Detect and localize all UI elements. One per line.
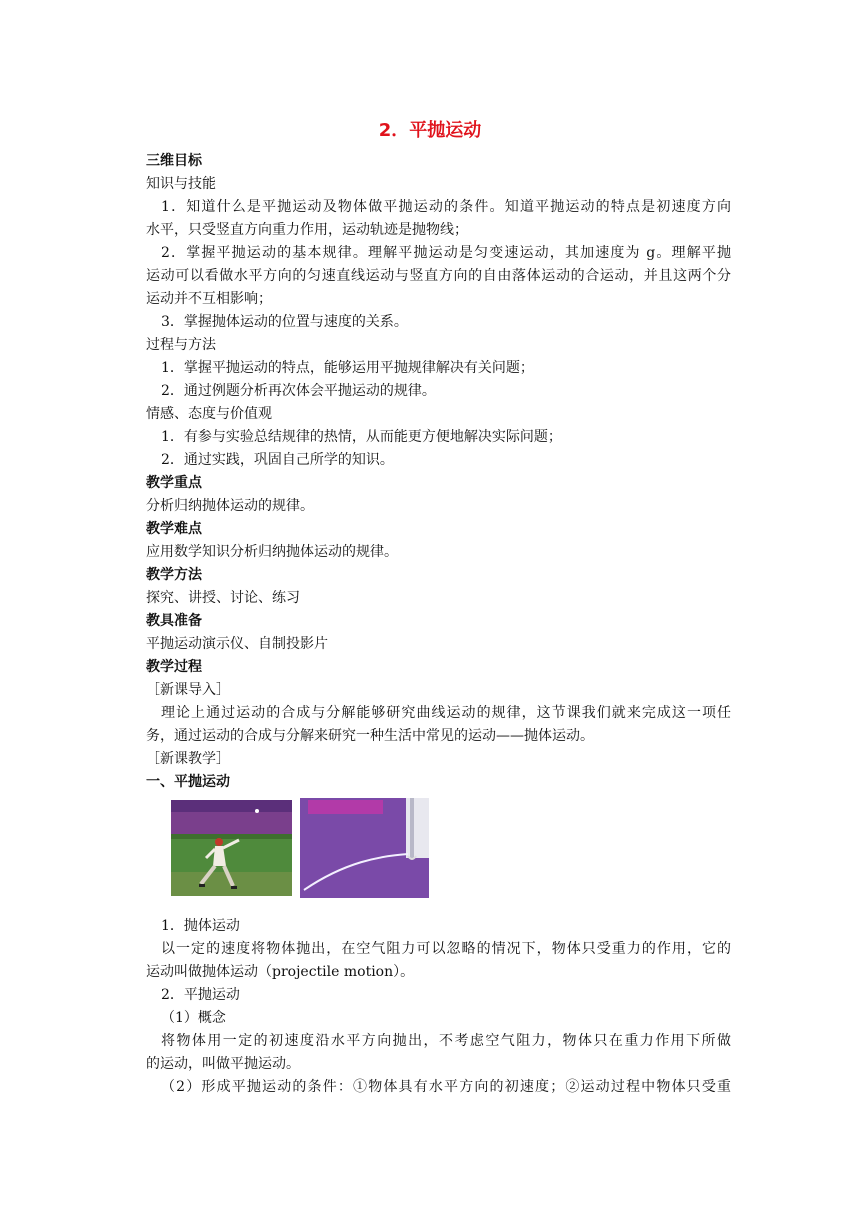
paragraph-line: 2．平抛运动 xyxy=(161,987,240,1003)
paragraph-line: 运动叫做抛体运动（projectile motion）。 xyxy=(146,964,415,980)
paragraph-line: 2．通过实践，巩固自己所学的知识。 xyxy=(161,452,394,468)
paragraph-line: 运动可以看做水平方向的匀速直线运动与竖直方向的自由落体运动的合运动，并且这两个分 xyxy=(146,268,731,284)
heading-section-one: 一、平抛运动 xyxy=(146,774,230,790)
paragraph-line: 务，通过运动的合成与分解来研究一种生活中常见的运动——抛体运动。 xyxy=(146,728,594,744)
heading-methods: 教学方法 xyxy=(146,567,202,583)
paragraph-line: 以一定的速度将物体抛出，在空气阻力可以忽略的情况下，物体只受重力的作用，它的 xyxy=(161,941,731,957)
paragraph-line: 分析归纳抛体运动的规律。 xyxy=(146,498,314,514)
paragraph-line: 平抛运动演示仪、自制投影片 xyxy=(146,636,328,652)
paragraph-line: （2）形成平抛运动的条件：①物体具有水平方向的初速度；②运动过程中物体只受重 xyxy=(161,1079,731,1095)
section-label-intro: ［新课导入］ xyxy=(146,682,230,698)
paragraph-line: 水平，只受竖直方向重力作用，运动轨迹是抛物线； xyxy=(146,222,468,238)
paragraph-line: 1．有参与实验总结规律的热情，从而能更方便地解决实际问题； xyxy=(161,429,562,445)
heading-key-points: 教学重点 xyxy=(146,475,202,491)
paragraph-line: 应用数学知识分析归纳抛体运动的规律。 xyxy=(146,544,398,560)
paragraph-line: 理论上通过运动的合成与分解能够研究曲线运动的规律，这节课我们就来完成这一项任 xyxy=(161,705,731,721)
heading-difficulties: 教学难点 xyxy=(146,521,202,537)
heading-three-goals: 三维目标 xyxy=(146,153,202,169)
paragraph-line: 1．掌握平抛运动的特点，能够运用平抛规律解决有关问题； xyxy=(161,360,534,376)
paragraph-line: 运动并不互相影响； xyxy=(146,291,272,307)
paragraph-line: 的运动，叫做平抛运动。 xyxy=(146,1056,300,1072)
paragraph-line: （1）概念 xyxy=(161,1010,226,1026)
paragraph-line: 2．通过例题分析再次体会平抛运动的规律。 xyxy=(161,383,436,399)
subheading-attitude: 情感、态度与价值观 xyxy=(146,406,272,422)
paragraph-line: 探究、讲授、讨论、练习 xyxy=(146,590,300,606)
subheading-knowledge: 知识与技能 xyxy=(146,176,216,192)
paragraph-line: 1．知道什么是平抛运动及物体做平抛运动的条件。知道平抛运动的特点是初速度方向 xyxy=(161,199,731,215)
heading-teaching-process: 教学过程 xyxy=(146,659,202,675)
paragraph-line: 1．抛体运动 xyxy=(161,918,240,934)
subheading-process: 过程与方法 xyxy=(146,337,216,353)
trajectory-photo xyxy=(300,798,429,898)
paragraph-line: 3．掌握抛体运动的位置与速度的关系。 xyxy=(161,314,408,330)
heading-tools: 教具准备 xyxy=(146,613,202,629)
section-label-new-lesson: ［新课教学］ xyxy=(146,751,230,767)
pitcher-photo xyxy=(171,800,292,896)
paragraph-line: 2．掌握平抛运动的基本规律。理解平抛运动是匀变速运动，其加速度为 g。理解平抛 xyxy=(161,245,731,261)
page-title: 2．平抛运动 xyxy=(378,120,482,141)
paragraph-line: 将物体用一定的初速度沿水平方向抛出，不考虑空气阻力，物体只在重力作用下所做 xyxy=(161,1033,731,1049)
